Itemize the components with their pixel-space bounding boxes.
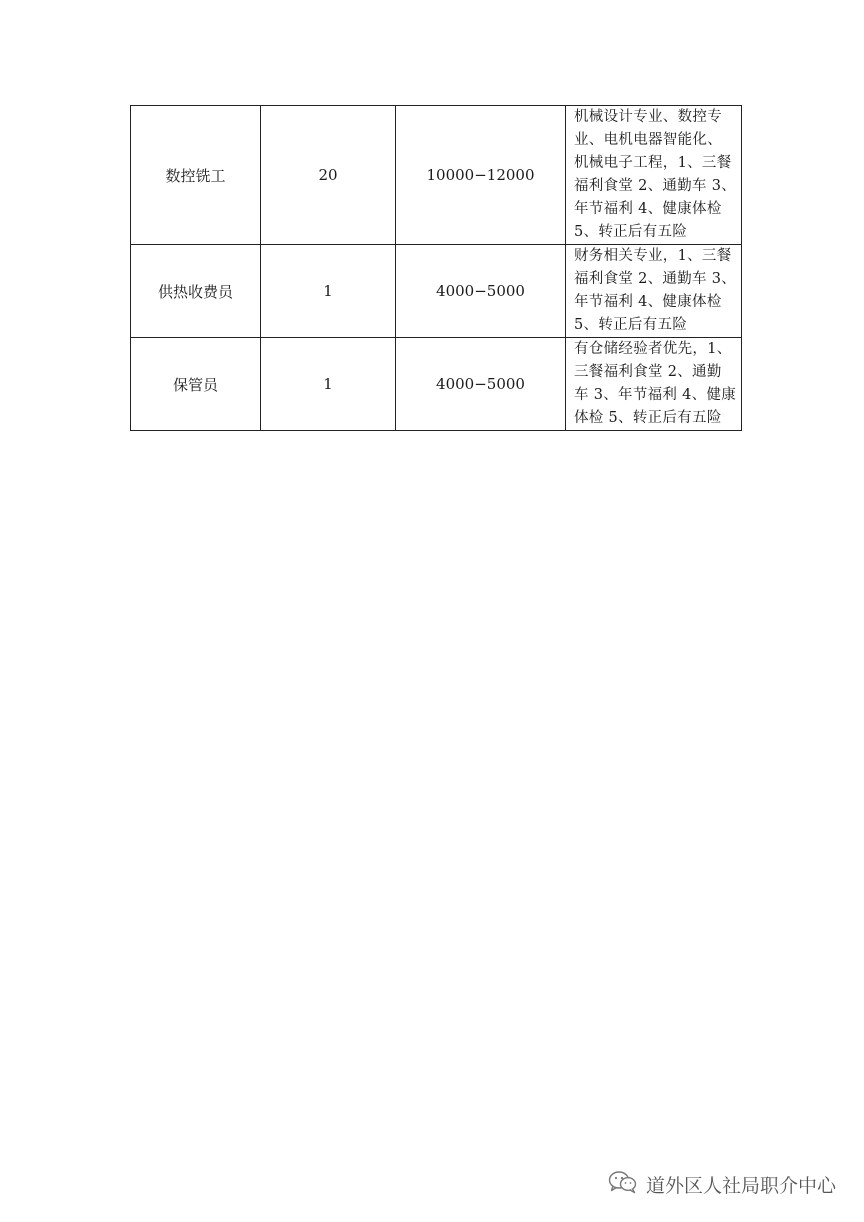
table-row <box>131 338 742 431</box>
requirements-line: 业、电机电器智能化、 <box>574 132 722 148</box>
requirements-line: 年节福利 4、健康体检 <box>574 294 722 310</box>
salary-cell: 4000−5000 <box>396 245 566 338</box>
salary-cell: 10000−12000 <box>396 106 566 245</box>
count-cell: 20 <box>261 106 396 245</box>
requirements-line: 福利食堂 2、通勤车 3、 <box>574 271 737 287</box>
requirements-line: 体检 5、转正后有五险 <box>574 410 722 426</box>
job-table <box>130 105 742 431</box>
watermark-text: 道外区人社局职介中心 <box>645 1175 836 1197</box>
count-cell: 1 <box>261 338 396 431</box>
requirements-line: 三餐福利食堂 2、通勤 <box>574 364 722 380</box>
salary-cell: 4000−5000 <box>396 338 566 431</box>
wechat-icon <box>608 1169 638 1200</box>
position-cell: 保管员 <box>131 338 261 431</box>
requirements-line: 福利食堂 2、通勤车 3、 <box>574 178 737 194</box>
table-row <box>131 106 742 245</box>
position-cell: 数控铣工 <box>131 106 261 245</box>
requirements-line: 有仓储经验者优先，1、 <box>574 341 732 357</box>
requirements-cell <box>566 338 742 431</box>
requirements-cell <box>566 106 742 245</box>
requirements-line: 年节福利 4、健康体检 <box>574 201 722 217</box>
requirements-line: 车 3、年节福利 4、健康 <box>574 387 737 403</box>
watermark <box>608 1169 836 1200</box>
position-cell: 供热收费员 <box>131 245 261 338</box>
requirements-line: 机械设计专业、数控专 <box>574 109 722 125</box>
requirements-line: 5、转正后有五险 <box>574 224 688 240</box>
requirements-cell <box>566 245 742 338</box>
requirements-line: 机械电子工程，1、三餐 <box>574 155 732 171</box>
table-row <box>131 245 742 338</box>
requirements-line: 5、转正后有五险 <box>574 317 688 333</box>
count-cell: 1 <box>261 245 396 338</box>
requirements-line: 财务相关专业，1、三餐 <box>574 248 732 264</box>
